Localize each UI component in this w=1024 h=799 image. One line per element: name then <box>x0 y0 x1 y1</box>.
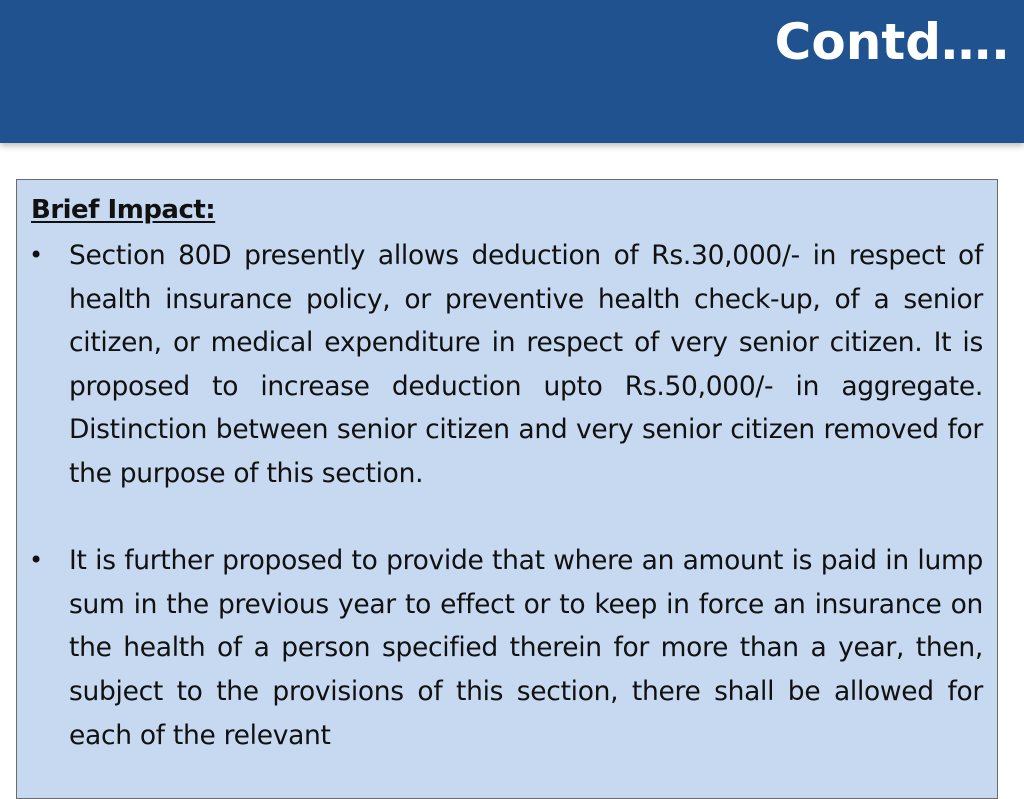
list-item <box>17 234 997 496</box>
bullet-icon: • <box>29 241 44 269</box>
list-item <box>17 539 997 757</box>
bullet-text: It is further proposed to provide that where an amount is paid in lump sum in the previous year to effect or to keep in force an insurance on the health of a person specified therein for more than a year, then, subject to the provisions of this section, there shall be allowed for each of the relevant <box>69 545 983 751</box>
bullet-icon: • <box>29 546 44 575</box>
slide-title: Contd…. <box>774 13 1010 71</box>
bullet-list <box>17 234 997 799</box>
section-heading: Brief Impact: <box>31 195 216 225</box>
content-box <box>16 179 998 799</box>
header-bar <box>0 0 1024 143</box>
bullet-text: Section 80D presently allows deduction of Rs.30,000/- in respect of health insurance policy, or preventive health check-up, of a senior citizen, or medical expenditure in respect of very senior citizen. It is proposed to increase deduction upto Rs.50,000/- in aggregate. Distinction between senior citizen and very senior citizen removed for the purpose of this section. <box>69 240 983 489</box>
